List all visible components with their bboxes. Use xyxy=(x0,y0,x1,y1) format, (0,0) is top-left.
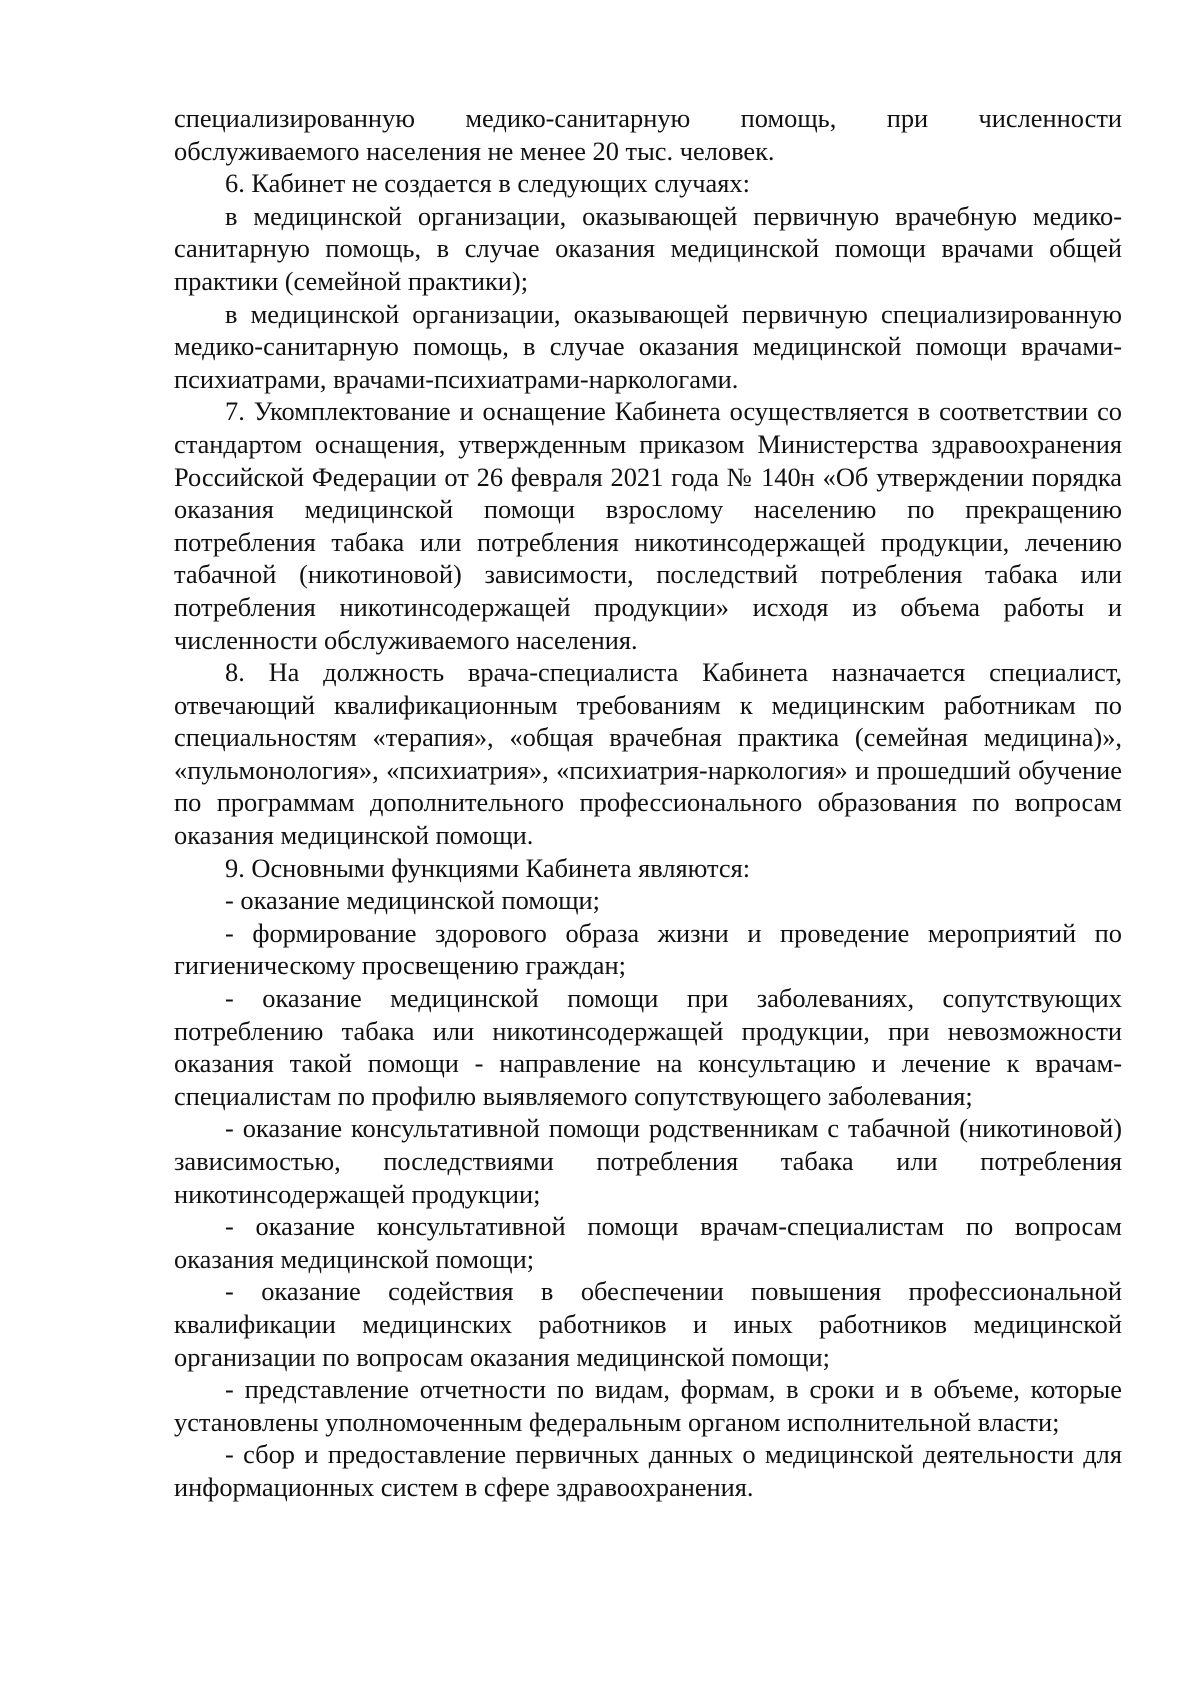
function-list-item: - оказание медицинской помощи; xyxy=(225,885,600,916)
function-list-item: - формирование здорового образа жизни и проведение мероприятий по гигиеническому просвещению граждан; xyxy=(174,917,1122,981)
paragraph-item-6: 6. Кабинет не создается в следующих случаях: xyxy=(225,168,750,199)
function-list-item: - сбор и предоставление первичных данных о медицинской деятельности для информационных систем в сфере здравоохранения. xyxy=(174,1439,1122,1502)
paragraph-item-8: 8. На должность врача-специалиста Кабинета назначается специалист, отвечающий квалификационным требованиям к медицинским работникам по специальностям «терапия», «общая врачебная практика (семейная медицина)», «пульмонология», «психиатрия», «психиатрия-наркология» и прошедший обучение по программам дополнительного профессионального образования по вопросам оказания медицинской помощи. xyxy=(174,657,1122,851)
function-list-item: - оказание содействия в обеспечении повышения профессиональной квалификации медицинских работников и иных работников медицинской организации по вопросам оказания медицинской помощи; xyxy=(174,1276,1122,1372)
function-list-item: - оказание медицинской помощи при заболеваниях, сопутствующих потреблению табака или никотинсодержащей продукции, при невозможности оказания такой помощи - направление на консультацию и лечение к врачам-специалистам по профилю выявляемого сопутствующего заболевания; xyxy=(174,983,1122,1111)
function-list-item: - представление отчетности по видам, формам, в сроки и в объеме, которые установлены уполномоченным федеральным органом исполнительной власти; xyxy=(174,1374,1122,1437)
paragraph-case-general-practice: в медицинской организации, оказывающей первичную врачебную медико-санитарную помощь, в случае оказания медицинской помощи врачами общей практики (семейной практики); xyxy=(174,200,1122,296)
function-list-item: - оказание консультативной помощи родственникам с табачной (никотиновой) зависимостью, последствиями потребления табака или потребления никотинсодержащей продукции; xyxy=(174,1113,1122,1209)
function-list-item: - оказание консультативной помощи врачам-специалистам по вопросам оказания медицинской помощи; xyxy=(174,1211,1122,1274)
paragraph-case-psychiatry: в медицинской организации, оказывающей первичную специализированную медико-санитарную помощь, в случае оказания медицинской помощи врачами-психиатрами, врачами-психиатрами-наркологами. xyxy=(174,298,1122,394)
paragraph-item-9: 9. Основными функциями Кабинета являются: xyxy=(225,852,751,883)
paragraph-item-7: 7. Укомплектование и оснащение Кабинета осуществляется в соответствии со стандартом оснащения, утвержденным приказом Министерства здравоохранения Российской Федерации от 26 февраля 2021 года № 140н «Об утверждении порядка оказания медицинской помощи взрослому населению по прекращению потребления табака или потребления никотинсодержащей продукции, лечению табачной (никотиновой) зависимости, последствий потребления табака или потребления никотинсодержащей продукции» исходя из объема работы и численности обслуживаемого населения. xyxy=(174,396,1122,655)
document-body xyxy=(174,102,1122,1504)
paragraph-continuation: специализированную медико-санитарную помощь, при численности обслуживаемого населения не менее 20 тыс. человек. xyxy=(174,103,1122,166)
